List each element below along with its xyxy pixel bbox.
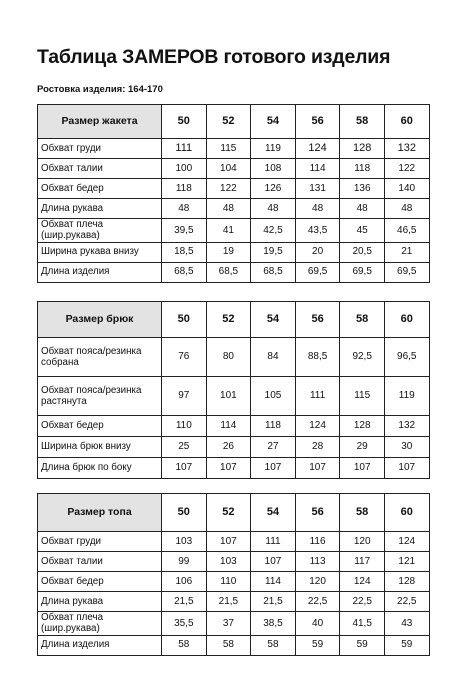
table-cell: 58 (162, 635, 207, 655)
table-cell: 21,5 (206, 592, 251, 612)
trousers-size-table (37, 301, 430, 479)
table-cell: 68,5 (162, 262, 207, 282)
table-cell: 97 (162, 377, 207, 416)
table-cell: 110 (162, 416, 207, 437)
table-header-row (38, 494, 430, 532)
table-cell: 69,5 (340, 262, 385, 282)
table-header-label: Размер топа (38, 494, 162, 532)
table-cell: 110 (206, 572, 251, 592)
table-cell: 59 (340, 635, 385, 655)
table-cell: 120 (340, 532, 385, 552)
table-cell: 48 (384, 199, 429, 219)
table-cell: 48 (206, 199, 251, 219)
size-header: 54 (251, 494, 296, 532)
table-cell: 58 (251, 635, 296, 655)
table-cell: 37 (206, 612, 251, 636)
table-cell: 115 (340, 377, 385, 416)
table-cell: 124 (295, 139, 340, 159)
table-cell: 22,5 (384, 592, 429, 612)
table-cell: 22,5 (340, 592, 385, 612)
table-cell: 29 (340, 437, 385, 458)
size-header: 58 (340, 105, 385, 139)
table-cell: 22,5 (295, 592, 340, 612)
table-cell: 108 (251, 159, 296, 179)
table-cell: 27 (251, 437, 296, 458)
size-header: 54 (251, 302, 296, 338)
table-cell: 131 (295, 179, 340, 199)
table-cell: 20 (295, 242, 340, 262)
table-cell: 104 (206, 159, 251, 179)
table-cell: 140 (384, 179, 429, 199)
table-row (38, 242, 430, 262)
table-cell: 105 (251, 377, 296, 416)
table-cell: 43 (384, 612, 429, 636)
table-cell: 114 (295, 159, 340, 179)
table-cell: 116 (295, 532, 340, 552)
size-header: 60 (384, 302, 429, 338)
table-cell: 41,5 (340, 612, 385, 636)
size-header: 56 (295, 105, 340, 139)
table-cell: 48 (251, 199, 296, 219)
table-cell: 101 (206, 377, 251, 416)
row-label: Длина рукава (38, 592, 162, 612)
row-label: Обхват плеча (шир.рукава) (38, 612, 162, 636)
table-cell: 106 (162, 572, 207, 592)
table-row (38, 139, 430, 159)
row-label: Длина рукава (38, 199, 162, 219)
table-cell: 136 (340, 179, 385, 199)
row-label: Обхват пояса/резинка собрана (38, 338, 162, 377)
table-row (38, 159, 430, 179)
table-row (38, 416, 430, 437)
table-cell: 19,5 (251, 242, 296, 262)
table-row (38, 458, 430, 479)
table-cell: 26 (206, 437, 251, 458)
table-cell: 118 (162, 179, 207, 199)
page-title: Таблица ЗАМЕРОВ готового изделия (37, 46, 391, 68)
table-cell: 42,5 (251, 219, 296, 243)
table-cell: 84 (251, 338, 296, 377)
table-cell: 118 (251, 416, 296, 437)
table-cell: 69,5 (295, 262, 340, 282)
table-cell: 118 (340, 159, 385, 179)
size-header: 60 (384, 494, 429, 532)
table-row (38, 592, 430, 612)
row-label: Обхват бедер (38, 179, 162, 199)
table-cell: 113 (295, 552, 340, 572)
table-cell: 40 (295, 612, 340, 636)
row-label: Обхват груди (38, 532, 162, 552)
table-cell: 28 (295, 437, 340, 458)
table-header-label: Размер жакета (38, 105, 162, 139)
table-cell: 59 (295, 635, 340, 655)
row-label: Обхват бедер (38, 572, 162, 592)
table-cell: 59 (384, 635, 429, 655)
table-cell: 107 (206, 458, 251, 479)
size-header: 50 (162, 494, 207, 532)
table-cell: 132 (384, 139, 429, 159)
size-header: 52 (206, 302, 251, 338)
table-cell: 126 (251, 179, 296, 199)
table-cell: 103 (162, 532, 207, 552)
row-label: Обхват плеча (шир.рукава) (38, 219, 162, 243)
table-cell: 21 (384, 242, 429, 262)
size-header: 52 (206, 105, 251, 139)
table-cell: 39,5 (162, 219, 207, 243)
table-row (38, 179, 430, 199)
table-cell: 124 (340, 572, 385, 592)
size-header: 54 (251, 105, 296, 139)
table-cell: 48 (340, 199, 385, 219)
table-cell: 30 (384, 437, 429, 458)
row-label: Обхват талии (38, 159, 162, 179)
table-cell: 111 (295, 377, 340, 416)
table-cell: 119 (251, 139, 296, 159)
table-cell: 92,5 (340, 338, 385, 377)
table-cell: 58 (206, 635, 251, 655)
size-header: 56 (295, 302, 340, 338)
table-row (38, 532, 430, 552)
table-cell: 128 (340, 416, 385, 437)
table-cell: 48 (295, 199, 340, 219)
table-cell: 119 (384, 377, 429, 416)
size-header: 58 (340, 494, 385, 532)
table-cell: 107 (340, 458, 385, 479)
table-cell: 117 (340, 552, 385, 572)
table-header-label: Размер брюк (38, 302, 162, 338)
table-cell: 41 (206, 219, 251, 243)
table-cell: 45 (340, 219, 385, 243)
table-cell: 122 (206, 179, 251, 199)
row-label: Обхват бедер (38, 416, 162, 437)
table-row (38, 572, 430, 592)
table-cell: 107 (206, 532, 251, 552)
table-header-row (38, 302, 430, 338)
size-header: 56 (295, 494, 340, 532)
table-row (38, 219, 430, 243)
row-label: Ширина рукава внизу (38, 242, 162, 262)
table-cell: 128 (384, 572, 429, 592)
size-header: 52 (206, 494, 251, 532)
table-cell: 111 (162, 139, 207, 159)
table-cell: 124 (295, 416, 340, 437)
table-row (38, 377, 430, 416)
table-cell: 48 (162, 199, 207, 219)
row-label: Обхват талии (38, 552, 162, 572)
table-cell: 121 (384, 552, 429, 572)
table-cell: 68,5 (251, 262, 296, 282)
table-cell: 128 (340, 139, 385, 159)
table-cell: 111 (251, 532, 296, 552)
table-cell: 115 (206, 139, 251, 159)
table-cell: 21,5 (162, 592, 207, 612)
table-row (38, 262, 430, 282)
row-label: Обхват пояса/резинка растянута (38, 377, 162, 416)
size-header: 50 (162, 105, 207, 139)
table-cell: 122 (384, 159, 429, 179)
table-cell: 76 (162, 338, 207, 377)
table-cell: 103 (206, 552, 251, 572)
jacket-size-table (37, 104, 430, 283)
size-header: 60 (384, 105, 429, 139)
table-cell: 107 (251, 458, 296, 479)
row-label: Обхват груди (38, 139, 162, 159)
size-header: 50 (162, 302, 207, 338)
row-label: Длина брюк по боку (38, 458, 162, 479)
table-cell: 107 (384, 458, 429, 479)
size-range-subtitle: Ростовка изделия: 164-170 (37, 84, 163, 95)
table-cell: 114 (251, 572, 296, 592)
row-label: Ширина брюк внизу (38, 437, 162, 458)
table-cell: 107 (251, 552, 296, 572)
table-cell: 88,5 (295, 338, 340, 377)
table-header-row (38, 105, 430, 139)
table-cell: 80 (206, 338, 251, 377)
table-cell: 18,5 (162, 242, 207, 262)
table-cell: 20,5 (340, 242, 385, 262)
row-label: Длина изделия (38, 262, 162, 282)
table-row (38, 437, 430, 458)
table-row (38, 199, 430, 219)
table-cell: 100 (162, 159, 207, 179)
table-cell: 114 (206, 416, 251, 437)
table-cell: 132 (384, 416, 429, 437)
table-cell: 68,5 (206, 262, 251, 282)
table-cell: 38,5 (251, 612, 296, 636)
table-cell: 124 (384, 532, 429, 552)
table-cell: 107 (295, 458, 340, 479)
table-cell: 46,5 (384, 219, 429, 243)
table-row (38, 635, 430, 655)
top-size-table (37, 493, 430, 656)
table-cell: 19 (206, 242, 251, 262)
table-cell: 21,5 (251, 592, 296, 612)
table-row (38, 552, 430, 572)
table-cell: 69,5 (384, 262, 429, 282)
table-cell: 43,5 (295, 219, 340, 243)
table-row (38, 338, 430, 377)
row-label: Длина изделия (38, 635, 162, 655)
table-cell: 120 (295, 572, 340, 592)
table-cell: 96,5 (384, 338, 429, 377)
table-row (38, 612, 430, 636)
table-cell: 99 (162, 552, 207, 572)
table-cell: 25 (162, 437, 207, 458)
size-header: 58 (340, 302, 385, 338)
table-cell: 35,5 (162, 612, 207, 636)
table-cell: 107 (162, 458, 207, 479)
